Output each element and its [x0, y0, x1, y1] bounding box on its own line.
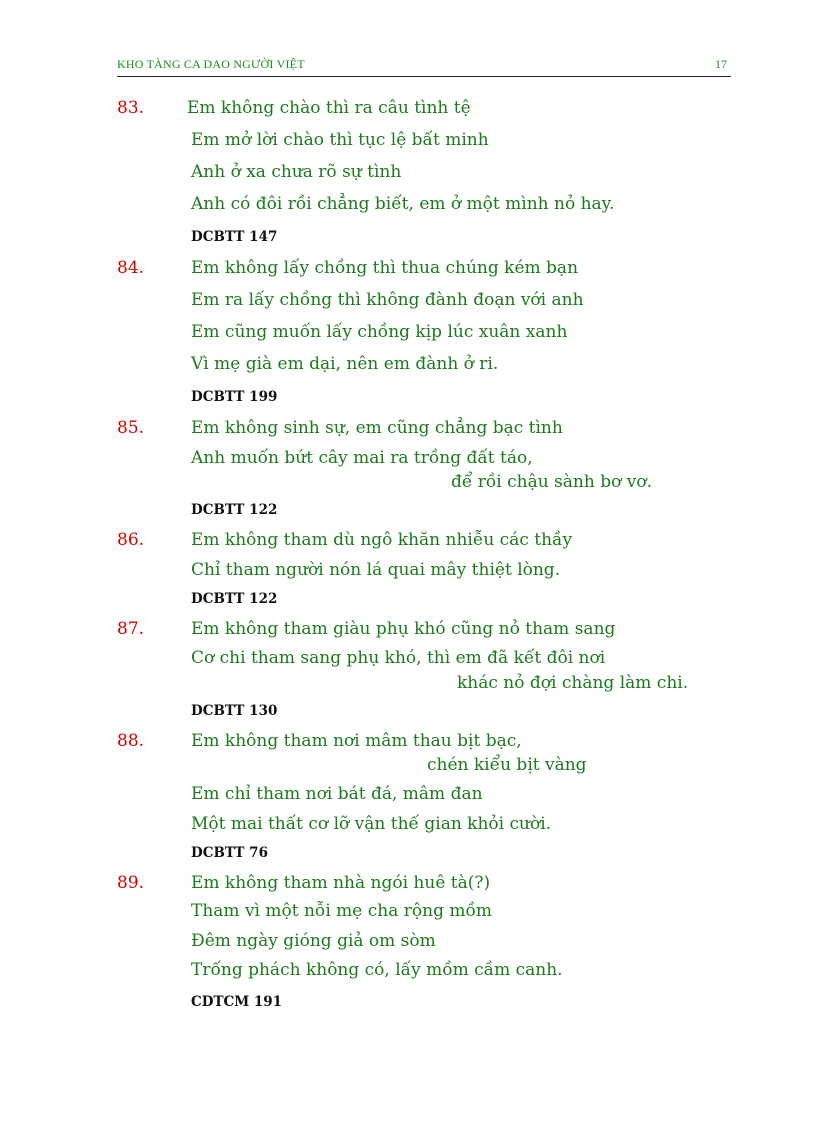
verse-line: Em mở lời chào thì tục lệ bất minh	[191, 130, 489, 150]
page-number: 17	[715, 57, 727, 71]
verse-line: Chỉ tham người nón lá quai mây thiệt lòng.	[191, 560, 561, 580]
verse-line: Em không tham nơi mâm thau bịt bạc,	[191, 731, 522, 751]
verse-line: Em chỉ tham nơi bát đá, mâm đan	[191, 784, 483, 804]
verse-line: Em ra lấy chồng thì không đành đoạn với anh	[191, 290, 584, 310]
verse-line: Một mai thất cơ lỡ vận thế gian khỏi cười.	[191, 814, 552, 834]
verse-line: để rồi chậu sành bơ vơ.	[451, 472, 652, 492]
verse-source: DCBTT 130	[191, 703, 278, 719]
verse-line: Vì mẹ già em dại, nên em đành ở ri.	[191, 354, 499, 374]
verse-source: DCBTT 76	[191, 845, 268, 861]
verse-number: 84.	[117, 258, 145, 278]
verse-line: Em cũng muốn lấy chồng kịp lúc xuân xanh	[191, 322, 568, 342]
verse-line: Em không chào thì ra câu tình tệ	[187, 98, 471, 118]
book-title: KHO TÀNG CA DAO NGƯỜI VIỆT	[117, 57, 305, 71]
verse-number: 89.	[117, 873, 145, 893]
verse-source: DCBTT 147	[191, 229, 278, 245]
verse-source: CDTCM 191	[191, 994, 283, 1010]
verse-line: Tham vì một nỗi mẹ cha rộng mồm	[191, 901, 493, 921]
verse-line: Em không sinh sự, em cũng chẳng bạc tình	[191, 418, 563, 438]
verse-line: khác nỏ đợi chàng làm chi.	[457, 673, 689, 693]
verse-line: Em không lấy chồng thì thua chúng kém bạn	[191, 258, 579, 278]
verse-line: Anh ở xa chưa rõ sự tình	[191, 162, 402, 182]
verse-line: Trống phách không có, lấy mồm cầm canh.	[191, 960, 563, 980]
verse-line: Em không tham dù ngô khăn nhiễu các thầy	[191, 530, 573, 550]
verse-number: 85.	[117, 418, 145, 438]
verse-number: 87.	[117, 619, 145, 639]
verse-number: 86.	[117, 530, 145, 550]
verse-line: Em không tham nhà ngói huê tà(?)	[191, 873, 491, 893]
running-header	[117, 54, 731, 77]
verse-line: Anh muốn bứt cây mai ra trồng đất táo,	[191, 448, 533, 468]
verse-line: Em không tham giàu phụ khó cũng nỏ tham sang	[191, 619, 616, 639]
verse-line: Anh có đôi rồi chẳng biết, em ở một mình nỏ hay.	[191, 194, 615, 214]
verse-line: Đêm ngày gióng giả om sòm	[191, 931, 436, 951]
verse-number: 88.	[117, 731, 145, 751]
verse-line: Cơ chi tham sang phụ khó, thì em đã kết đôi nơi	[191, 648, 606, 668]
verse-source: DCBTT 199	[191, 389, 278, 405]
verse-source: DCBTT 122	[191, 591, 278, 607]
verse-number: 83.	[117, 98, 145, 118]
verse-source: DCBTT 122	[191, 502, 278, 518]
verse-line: chén kiểu bịt vàng	[427, 755, 587, 775]
